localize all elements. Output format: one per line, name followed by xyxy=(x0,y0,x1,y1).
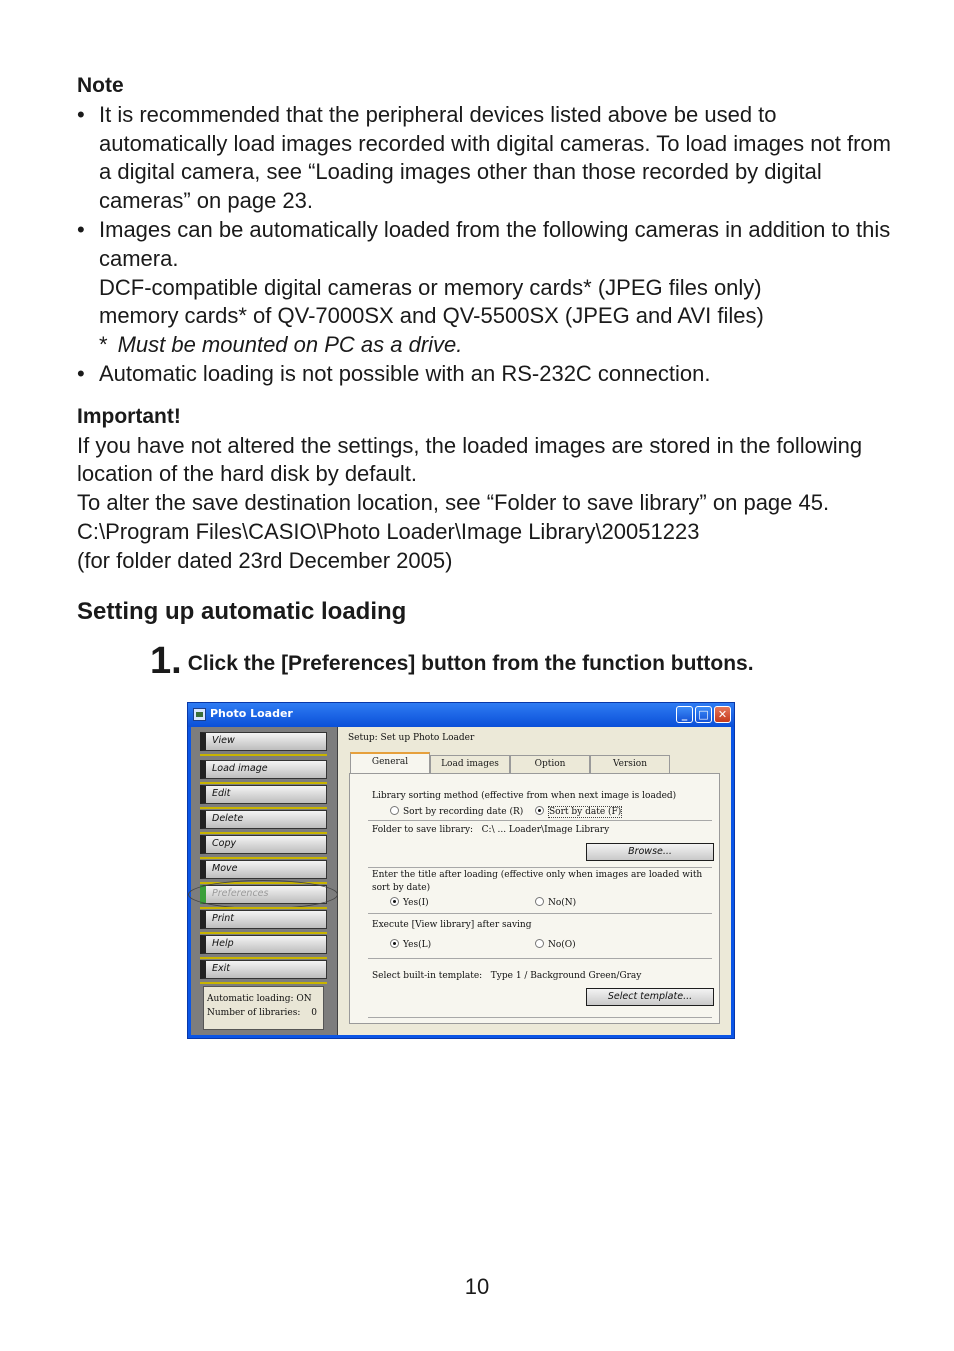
exit-button[interactable]: Exit xyxy=(200,960,327,979)
copy-button[interactable]: Copy xyxy=(200,835,327,854)
tab-version[interactable]: Version xyxy=(590,755,670,774)
view-button[interactable]: View xyxy=(200,732,327,751)
close-button[interactable]: ✕ xyxy=(714,706,731,723)
radio-icon xyxy=(535,939,544,948)
preferences-highlight-ellipse xyxy=(188,880,338,909)
browse-button[interactable]: Browse... xyxy=(586,843,714,861)
title-no-option[interactable]: No(N) xyxy=(535,897,576,908)
radio-selected-icon xyxy=(390,897,399,906)
select-template-button[interactable]: Select template... xyxy=(586,988,714,1006)
radio-icon xyxy=(390,806,399,815)
edit-button[interactable]: Edit xyxy=(200,785,327,804)
document-body xyxy=(77,72,897,626)
general-tab-panel xyxy=(349,773,720,1024)
important-line: (for folder dated 23rd December 2005) xyxy=(77,547,453,573)
folder-label: Folder to save library: C:\ ... Loader\Image Library xyxy=(372,825,610,835)
title-after-loading-label: Enter the title after loading (effective only when images are loaded with xyxy=(372,870,703,880)
window-title: Photo Loader xyxy=(210,707,293,720)
sort-method-label: Library sorting method (effective from when next image is loaded) xyxy=(372,791,677,801)
execute-no-option[interactable]: No(O) xyxy=(535,939,576,950)
tab-option[interactable]: Option xyxy=(510,755,590,774)
folder-value: C:\ ... Loader\Image Library xyxy=(481,825,610,835)
template-value: Type 1 / Background Green/Gray xyxy=(490,971,642,981)
radio-selected-icon xyxy=(390,939,399,948)
setup-pane xyxy=(338,727,731,1035)
preferences-button[interactable]: Preferences xyxy=(200,885,327,904)
note-bullet xyxy=(77,101,897,216)
footnote-text: Must be mounted on PC as a drive. xyxy=(117,332,463,358)
maximize-button[interactable]: □ xyxy=(695,706,712,723)
tab-general[interactable]: General xyxy=(350,752,430,775)
setup-title: Setup: Set up Photo Loader xyxy=(348,733,475,743)
function-button-pane xyxy=(191,727,338,1035)
library-count-label: Number of libraries: xyxy=(207,1008,301,1018)
title-after-loading-label-2: sort by date) xyxy=(372,883,431,893)
sort-by-date-option[interactable]: Sort by date (F) xyxy=(535,806,622,817)
note-bullet-text: It is recommended that the peripheral devices listed above be used to automatically load images recorded with digital cameras. To load images not from a digital camera, see “Loading images other than those recorded by digital cameras” on page 23. xyxy=(99,101,891,214)
important-line: To alter the save destination location, see “Folder to save library” on page 45. xyxy=(77,490,830,516)
print-button[interactable]: Print xyxy=(200,910,327,929)
title-bar[interactable] xyxy=(188,703,734,727)
execute-yes-option[interactable]: Yes(L) xyxy=(390,939,431,950)
important-line: If you have not altered the settings, the loaded images are stored in the following location of the hard disk by default. xyxy=(77,432,863,487)
note-bullet xyxy=(77,360,897,389)
status-box xyxy=(203,986,324,1030)
tab-load-images[interactable]: Load images xyxy=(430,755,510,774)
auto-loading-label: Automatic loading: xyxy=(207,994,294,1004)
sort-by-recording-date-option[interactable]: Sort by recording date (R) xyxy=(390,806,523,817)
load-image-button[interactable]: Load image xyxy=(200,760,327,779)
note-bullet-text: Images can be automatically loaded from the following cameras in addition to this camera. xyxy=(99,216,891,271)
library-count-value: 0 xyxy=(311,1008,317,1018)
note-bullet-text: Automatic loading is not possible with an RS-232C connection. xyxy=(99,360,711,386)
photo-loader-window xyxy=(187,702,735,1039)
auto-loading-value: ON xyxy=(296,994,312,1004)
window-client xyxy=(191,727,731,1035)
minimize-button[interactable]: _ xyxy=(676,706,693,723)
radio-selected-icon xyxy=(535,806,544,815)
footnote-mark: * xyxy=(99,332,108,358)
radio-icon xyxy=(535,897,544,906)
app-icon xyxy=(193,708,206,721)
move-button[interactable]: Move xyxy=(200,860,327,879)
template-label: Select built-in template: Type 1 / Background Green/Gray xyxy=(372,971,642,981)
note-list xyxy=(77,101,897,389)
section-title: Setting up automatic loading xyxy=(77,597,407,625)
camera-list-line: memory cards* of QV-7000SX and QV-5500SX (JPEG and AVI files) xyxy=(99,303,764,329)
help-button[interactable]: Help xyxy=(200,935,327,954)
camera-list-line: DCF-compatible digital cameras or memory cards* (JPEG files only) xyxy=(99,274,762,300)
page-number: 10 xyxy=(464,1274,490,1299)
important-heading: Important! xyxy=(77,404,181,428)
step-number: 1. xyxy=(150,640,182,682)
step-instruction xyxy=(150,640,754,683)
footnote xyxy=(99,331,897,360)
execute-view-library-label: Execute [View library] after saving xyxy=(372,920,532,930)
delete-button[interactable]: Delete xyxy=(200,810,327,829)
note-bullet xyxy=(77,216,897,360)
important-line: C:\Program Files\CASIO\Photo Loader\Image Library\20051223 xyxy=(77,518,700,544)
step-text: Click the [Preferences] button from the function buttons. xyxy=(187,652,754,675)
note-heading: Note xyxy=(77,74,124,97)
title-yes-option[interactable]: Yes(I) xyxy=(390,897,429,908)
